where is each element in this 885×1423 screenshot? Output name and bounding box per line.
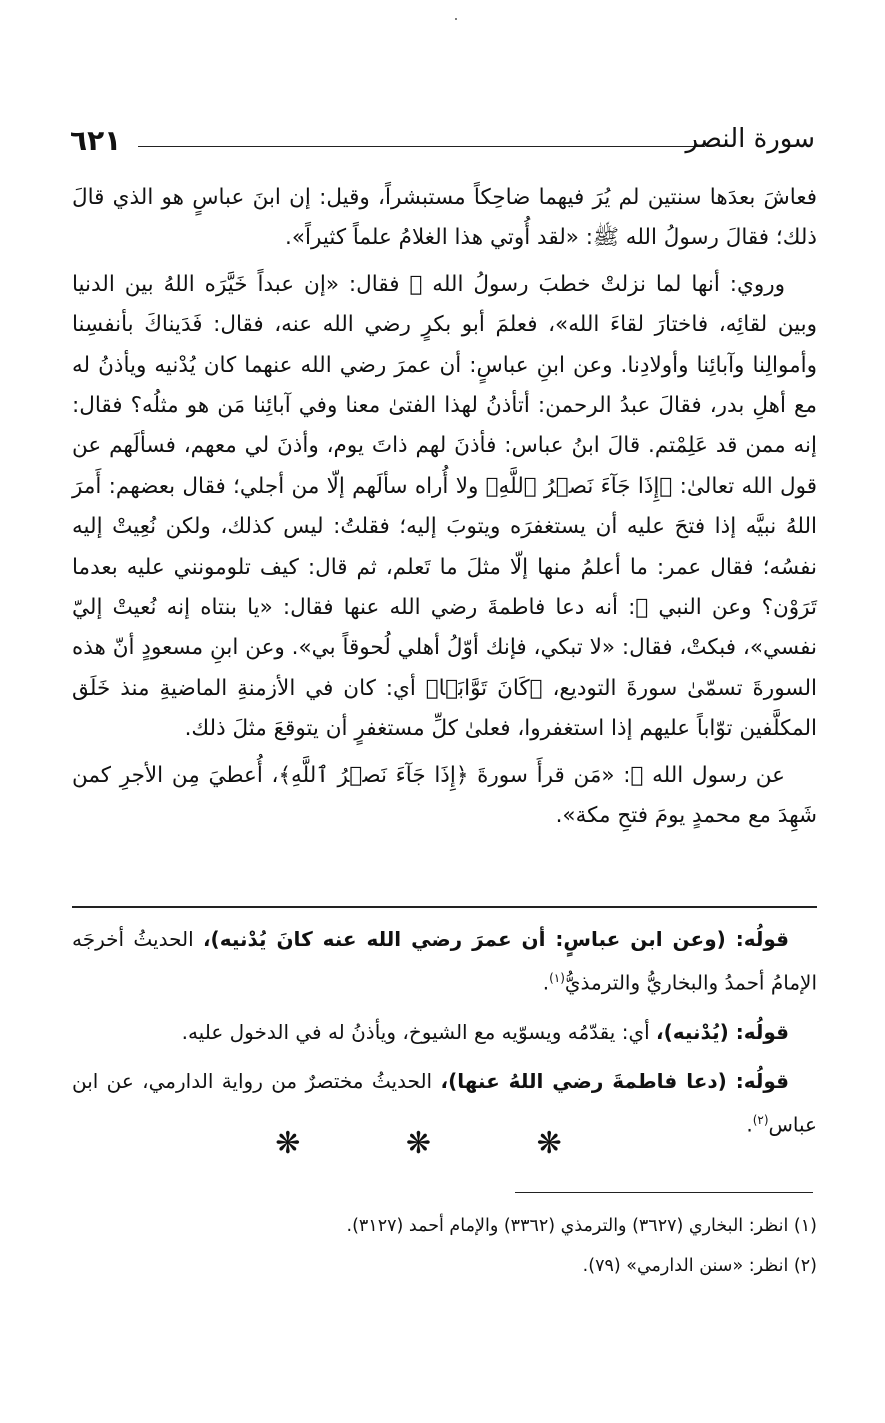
footnotes: [72, 1206, 817, 1286]
header-rule: [138, 146, 705, 147]
scan-speck: [455, 18, 457, 20]
commentary-text: الحديثُ مختصرٌ من رواية الدارمي، عن ابن عباس: [72, 1068, 817, 1137]
commentary-item: قولُه: (وعن ابن عباسٍ: أن عمرَ رضي الله عنه كانَ يُدْنيه)، الحديثُ أخرجَه الإمامُ أحمدُ والبخاريُّ والترمذيُّ$^{(١)}$.: [72, 927, 817, 995]
running-header: [70, 124, 815, 164]
footnote: (٢) انظر: «سنن الدارمي» (٧٩).: [582, 1256, 817, 1276]
commentary-text: الحديثُ أخرجَه الإمامُ أحمدُ والبخاريُّ والترمذيُّ: [72, 927, 817, 995]
ornament-separator: ❋ ❋ ❋: [275, 1126, 610, 1161]
commentary: [72, 920, 817, 1154]
commentary-item: قولُه: (دعا فاطمةَ رضي اللهُ عنها)، الحديثُ مختصرٌ من رواية الدارمي، عن ابن عباس$^{(٢)}$.: [72, 1068, 817, 1137]
main-paragraph: وروي: أنها لما نزلتْ خطبَ رسولُ الله ﷺ فقال: «إن عبداً خَيَّرَه اللهُ بين الدنيا وبين لقائِه، فاختارَ لقاءَ الله»، فعلمَ أبو بكرٍ رضي الله عنه، فقال: فَدَيناكَ بأنفسِنا وأموالِنا وآبائِنا وأولادِنا. وعن ابنِ عباسٍ: أن عمرَ رضي الله عنهما كان يُدْنيه ويأذنُ له مع أهلِ بدر، فقالَ عبدُ الرحمن: أتأذنُ لهذا الفتىٰ معنا وفي آبائِنا مَن هو مثلُه؟ فقال: إنه ممن قد عَلِمْتم. قالَ ابنُ عباس: فأذنَ لهم ذاتَ يوم، وأذنَ لي معهم، فسألَهم عن قول الله تعالىٰ: ﴿إِذَا جَآءَ نَصۡرُ ٱللَّهِ﴾ ولا أُراه سألَهم إلّا من أجلي؛ فقال بعضهم: أَمرَ اللهُ نبيَّه إذا فتحَ عليه أن يستغفرَه ويتوبَ إليه؛ فقلتُ: ليس كذلك، ولكن نُعِيتْ إليه نفسُه؛ فقال عمر: ما أعلمُ منها إلّا مثلَ ما تَعلم، ثم قال: كيف تلومونني عليه بعدما تَرَوْن؟ وعن النبي ﷺ: أنه دعا فاطمةَ رضي الله عنها فقال: «يا بنتاه إنه نُعيتْ إليّ نفسي»، فبكتْ، فقال: «لا تبكي، فإنك أوّلُ أهلي لُحوقاً بي». وعن ابنِ مسعودٍ أنّ هذه السورةَ تسمّىٰ سورةَ التوديع، ﴿كَانَ تَوَّابَۢا﴾ أي: كان في الأزمنةِ الماضيةِ منذ خَلَق المكلَّفين توّاباً عليهم إذا استغفروا، فعلىٰ كلِّ مستغفرٍ أن يتوقعَ مثلَ ذلك.: [72, 271, 817, 742]
main-paragraph: فعاشَ بعدَها سنتين لم يُرَ فيهما ضاحِكاً مستبشراً، وقيل: إن ابنَ عباسٍ هو الذي قالَ ذلك؛ فقالَ رسولُ الله ﷺ: «لقد أُوتي هذا الغلامُ علماً كثيراً».: [72, 185, 817, 251]
surah-title: سورة النصر: [685, 124, 815, 154]
page-number: ٦٢١: [70, 124, 122, 157]
commentary-lemma: قولُه: (دعا فاطمةَ رضي اللهُ عنها)،: [440, 1068, 790, 1093]
main-paragraph: عن رسول الله ﷺ: «مَن قرأَ سورةَ ﴿إِذَا جَآءَ نَصۡرُ ٱللَّهِ﴾، أُعطيَ مِن الأجرِ كمن شَهِدَ مع محمدٍ يومَ فتحِ مكة».: [72, 762, 817, 829]
footnote: (١) انظر: البخاري (٣٦٢٧) والترمذي (٣٣٦٢) والإمام أحمد (٣١٢٧).: [346, 1216, 817, 1236]
commentary-item: [72, 1013, 817, 1052]
section-divider: [72, 906, 817, 908]
footnote-ref: (٢): [752, 1112, 769, 1127]
commentary-lemma: قولُه: (وعن ابن عباسٍ: أن عمرَ رضي الله عنه كانَ يُدْنيه)،: [202, 927, 789, 951]
footnote-ref: (١): [549, 971, 565, 985]
footnote-rule: [515, 1192, 813, 1193]
commentary-lemma: قولُه: (يُدْنيه)،: [656, 1019, 789, 1044]
main-text: [72, 178, 817, 843]
commentary-text: أي: يقدّمُه ويسوّيه مع الشيوخ، ويأذنُ له في الدخول عليه.: [181, 1019, 657, 1044]
